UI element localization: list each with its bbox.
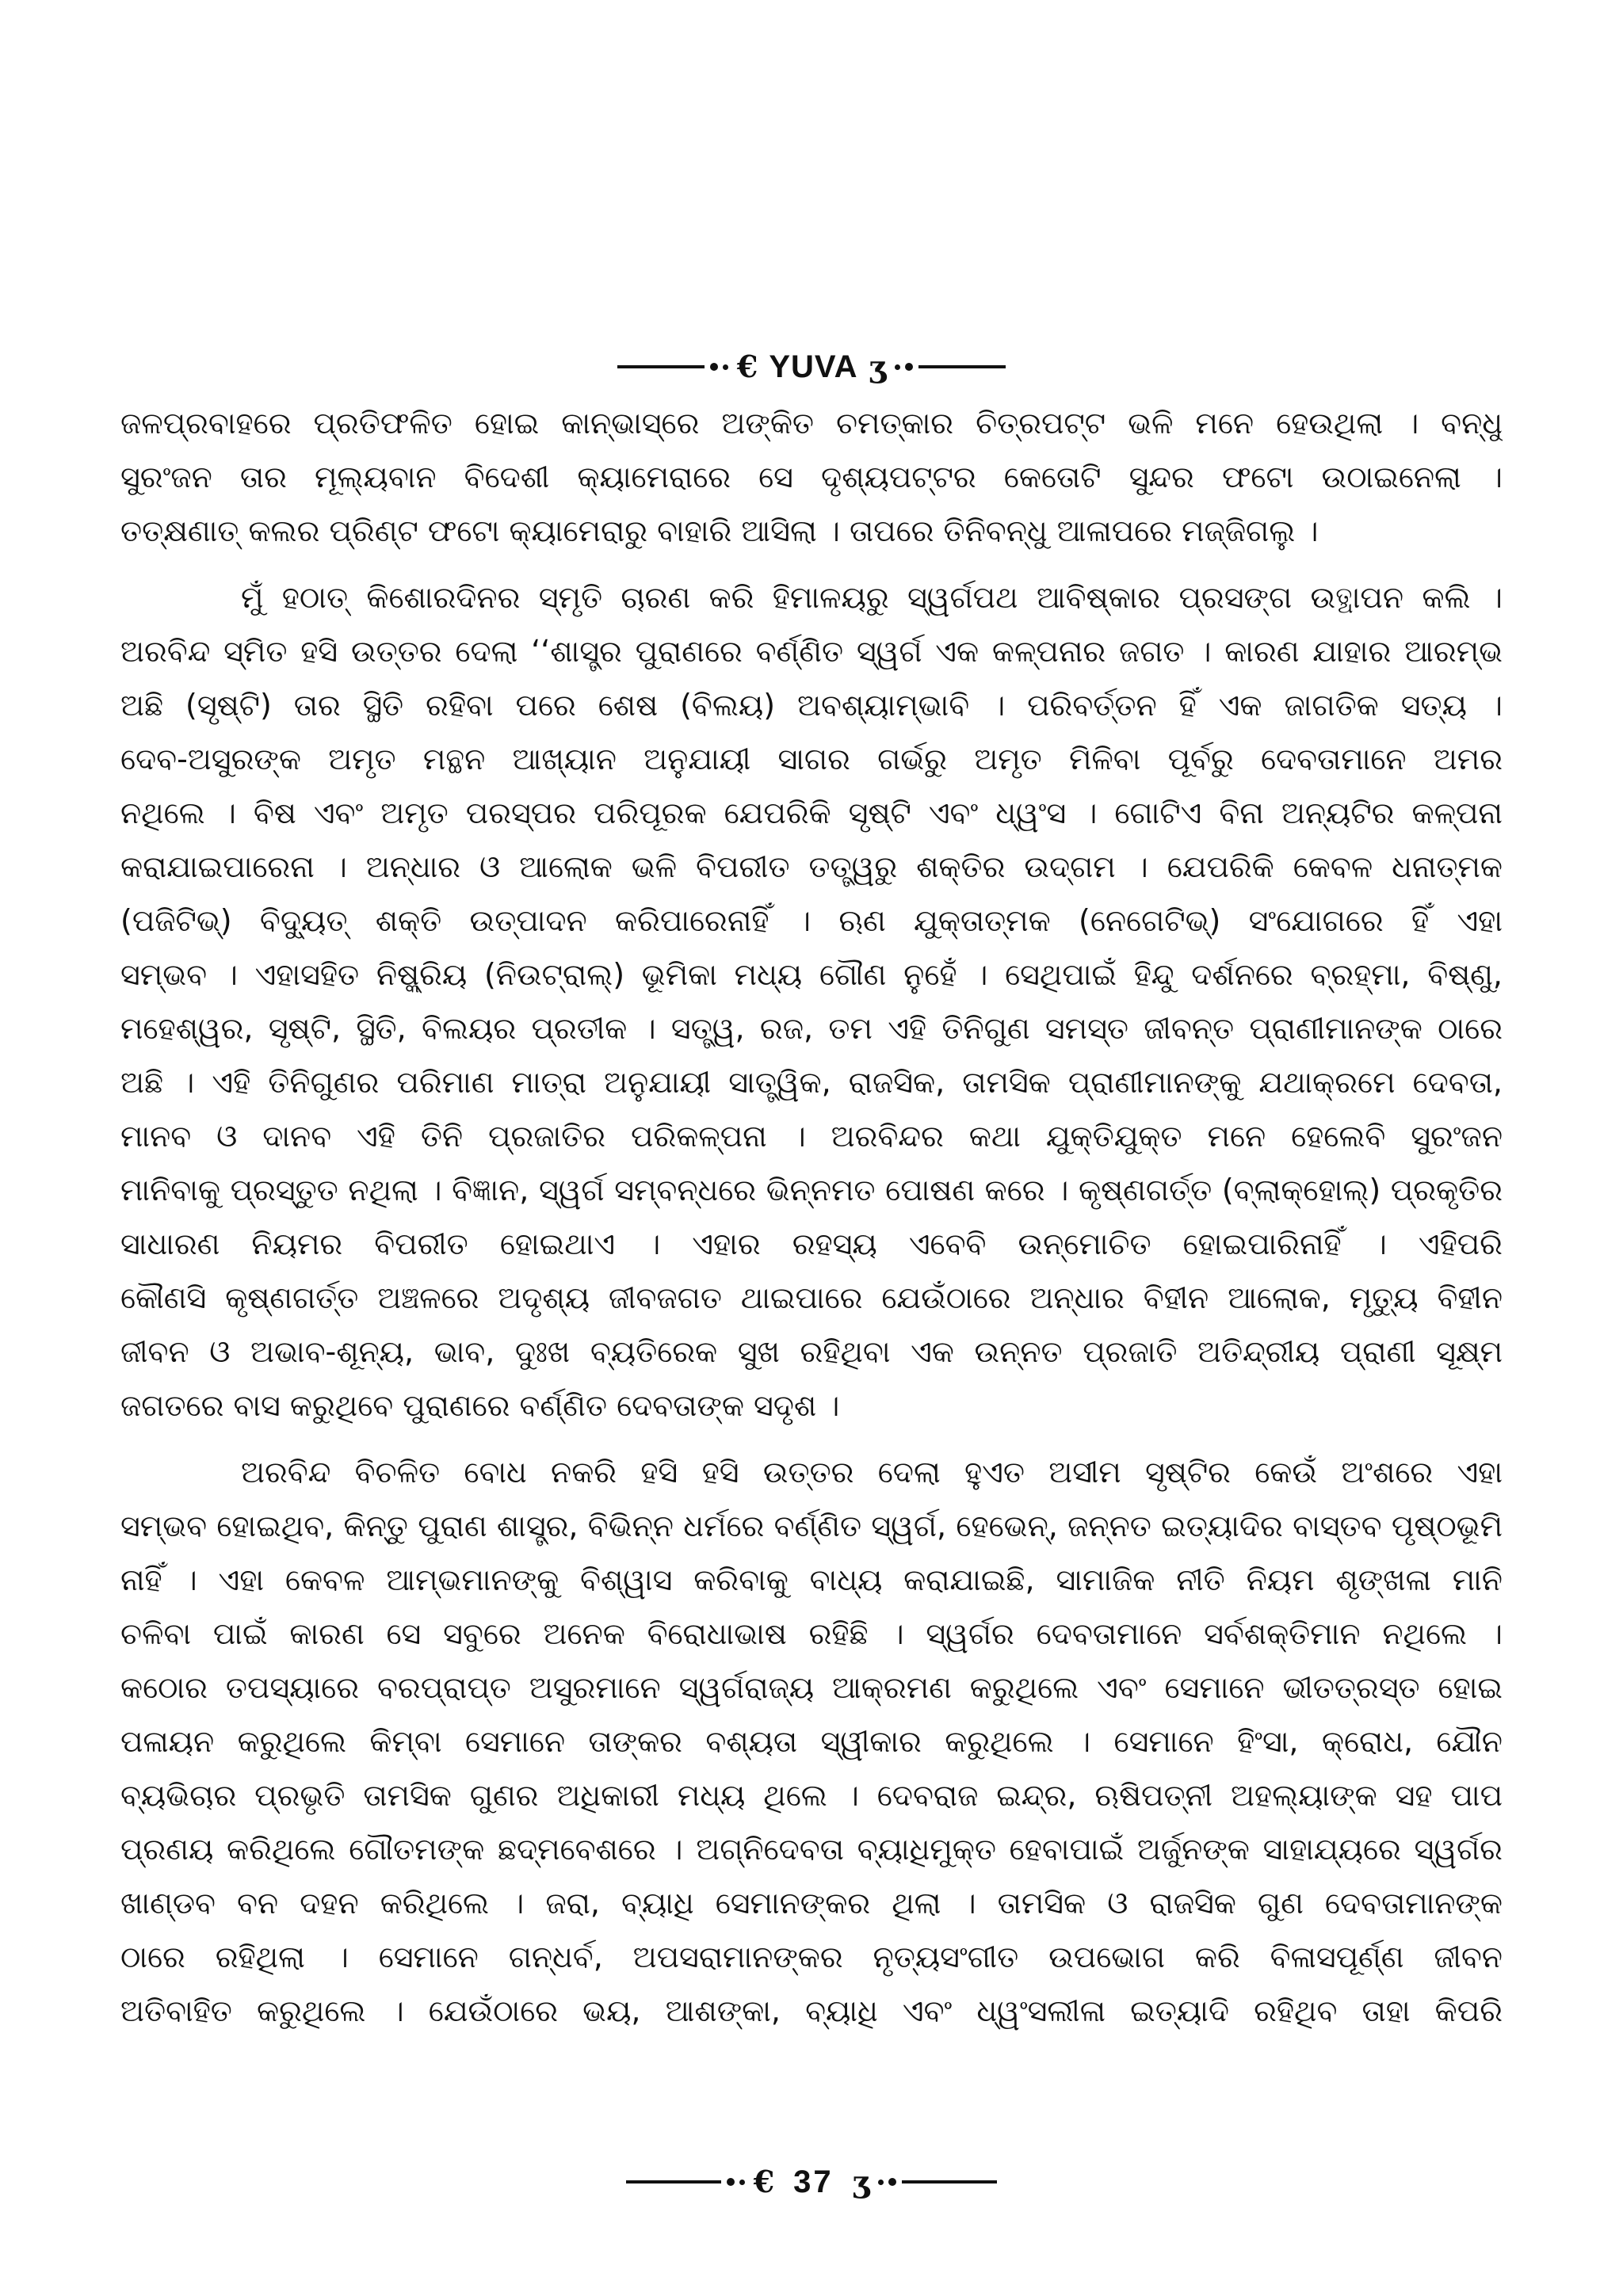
footer-right-dots <box>876 2178 899 2186</box>
paragraph <box>120 570 1503 1432</box>
text-line: (ପଜିଟିଭ୍) ବିଦ୍ୟୁତ୍ ଶକ୍ତି ଉତ୍ପାଦନ କରିପାରେନାହିଁ । ଋଣ ଯୁକ୍ତାତ୍ମକ (ନେଗେଟିଭ୍) ସଂଯୋଗରେ ହିଁ ଏହା <box>120 903 1503 938</box>
running-header <box>0 347 1623 387</box>
header-left-dots <box>708 363 731 371</box>
ornament-curl-icon: ʒ <box>852 2164 870 2199</box>
ornament-dot <box>878 2180 884 2185</box>
text-line: ଅରବିନ୍ଦ ବିଚଳିତ ବୋଧ ନକରି ହସି ହସି ଉତ୍ତର ଦେଲା ହୁଏତ ଅସୀମ ସୃଷ୍ଟିର କେଉଁ ଅଂଶରେ ଏହା <box>241 1455 1503 1489</box>
ornament-curl-icon: ʒ <box>869 349 887 384</box>
text-line: ସମ୍ଭବ । ଏହାସହିତ ନିଷ୍କ୍ରିୟ (ନିଉଟ୍ରାଲ୍) ଭୂମିକା ମଧ୍ୟ ଗୌଣ ନୁହେଁ । ସେଥିପାଇଁ ହିନ୍ଦୁ ଦର୍ଶନରେ ବ୍ରହ୍ମା, ବିଷ୍ଣୁ, <box>120 957 1503 992</box>
text-line: କୌଣସି କୃଷ୍ଣଗର୍ତ୍ତ ଅଞ୍ଚଳରେ ଅଦୃଶ୍ୟ ଜୀବଜଗତ ଥାଇପାରେ ଯେଉଁଠାରେ ଅନ୍ଧାର ବିହୀନ ଆଲୋକ, ମୃତ୍ୟୁ ବିହୀନ <box>120 1280 1503 1315</box>
footer-right-ornament <box>850 2164 998 2199</box>
text-line: ପଳାୟନ କରୁଥିଲେ କିମ୍ବା ସେମାନେ ତାଙ୍କର ବଶ୍ୟତା ସ୍ୱୀକାର କରୁଥିଲେ । ସେମାନେ ହିଂସା, କ୍ରୋଧ, ଯୌନ <box>120 1724 1503 1759</box>
text-line: ମାନିବାକୁ ପ୍ରସ୍ତୁତ ନଥିଲା । ବିଜ୍ଞାନ, ସ୍ୱର୍ଗ ସମ୍ବନ୍ଧରେ ଭିନ୍ନମତ ପୋଷଣ କରେ । କୃଷ୍ଣଗର୍ତ୍ତ (ବ୍ଲାକ୍‌ହୋଲ୍) ପ୍ରକୃତିର <box>120 1173 1503 1207</box>
text-line: ଖାଣ୍ଡବ ବନ ଦହନ କରିଥିଲେ । ଜରା, ବ୍ୟାଧି ସେମାନଙ୍କର ଥିଲା । ତାମସିକ ଓ ରାଜସିକ ଗୁଣ ଦେବତାମାନଙ୍କ <box>120 1886 1503 1920</box>
text-line: ଅତିବାହିତ କରୁଥିଲେ । ଯେଉଁଠାରେ ଭୟ, ଆଶଙ୍କା, ବ୍ୟାଧି ଏବଂ ଧ୍ୱଂସଲୀଳା ଇତ୍ୟାଦି ରହିଥିବ ତାହା କିପରି <box>120 1993 1503 2028</box>
header-left-ornament <box>617 349 761 384</box>
text-line: ମାନବ ଓ ଦାନବ ଏହି ତିନି ପ୍ରଜାତିର ପରିକଳ୍ପନା । ଅରବିନ୍ଦର କଥା ଯୁକ୍ତିଯୁକ୍ତ ମନେ ହେଲେବି ସୁରଂଜନ <box>120 1119 1503 1154</box>
text-line: ନଥିଲେ । ବିଷ ଏବଂ ଅମୃତ ପରସ୍ପର ପରିପୂରକ ଯେପରିକି ସୃଷ୍ଟି ଏବଂ ଧ୍ୱଂସ । ଗୋଟିଏ ବିନା ଅନ୍ୟଟିର କଳ୍ପନା <box>120 795 1503 830</box>
text-line: ଜୀବନ ଓ ଅଭାବ-ଶୂନ୍ୟ, ଭାବ, ଦୁଃଖ ବ୍ୟତିରେକ ସୁଖ ରହିଥିବା ଏକ ଉନ୍ନତ ପ୍ରଜାତି ଅତିନ୍ଦ୍ରୀୟ ପ୍ରାଣୀ ସୂକ୍ଷ୍ମ <box>120 1334 1503 1369</box>
text-line: ନାହିଁ । ଏହା କେବଳ ଆମ୍ଭମାନଙ୍କୁ ବିଶ୍ୱାସ କରିବାକୁ ବାଧ୍ୟ କରାଯାଇଛି, ସାମାଜିକ ନୀତି ନିୟମ ଶୃଙ୍ଖଳା ମାନି <box>120 1562 1503 1597</box>
ornament-curl-icon: € <box>736 349 758 384</box>
ornament-dot <box>739 2180 745 2185</box>
text-line: ଅଛି (ସୃଷ୍ଟି) ତାର ସ୍ଥିତି ରହିବା ପରେ ଶେଷ (ବିଲୟ) ଅବଶ୍ୟାମ୍ଭାବି । ପରିବର୍ତ୍ତନ ହିଁ ଏକ ଜାଗତିକ ସତ୍ୟ । <box>120 688 1503 723</box>
text-line: ଜଳପ୍ରବାହରେ ପ୍ରତିଫଳିତ ହୋଇ କାନ୍‌ଭାସ୍‌ରେ ଅଙ୍କିତ ଚମତ୍କାର ଚିତ୍ରପଟ୍ଟ ଭଳି ମନେ ହେଉଥିଲା । ବନ୍ଧୁ <box>120 406 1503 441</box>
page-number: 37 <box>793 2164 834 2199</box>
text-line: ଦେବ-ଅସୁରଙ୍କ ଅମୃତ ମନ୍ଥନ ଆଖ୍ୟାନ ଅନୁଯାୟୀ ସାଗର ଗର୍ଭରୁ ଅମୃତ ମିଳିବା ପୂର୍ବରୁ ଦେବତାମାନେ ଅମର <box>120 742 1503 776</box>
text-line: ଠାରେ ରହିଥିଲା । ସେମାନେ ଗନ୍ଧର୍ବ, ଅପସରାମାନଙ୍କର ନୃତ୍ୟସଂଗୀତ ଉପଭୋଗ କରି ବିଳାସପୂର୍ଣ୍ଣ ଜୀବନ <box>120 1939 1503 1974</box>
text-line: କଠୋର ତପସ୍ୟାରେ ବରପ୍ରାପ୍ତ ଅସୁରମାନେ ସ୍ୱର୍ଗରାଜ୍ୟ ଆକ୍ରମଣ କରୁଥିଲେ ଏବଂ ସେମାନେ ଭୀତତ୍ରସ୍ତ ହୋଇ <box>120 1670 1503 1705</box>
paragraph <box>120 1445 1503 2038</box>
paragraph-gap <box>120 1432 1503 1445</box>
text-line: ଚଳିବା ପାଇଁ କାରଣ ସେ ସବୁରେ ଅନେକ ବିରୋଧାଭାଷ ରହିଛି । ସ୍ୱର୍ଗର ଦେବତାମାନେ ସର୍ବଶକ୍ତିମାନ ନଥିଲେ । <box>120 1616 1503 1651</box>
footer-right-rule <box>902 2180 997 2183</box>
ornament-curl-icon: € <box>753 2164 775 2199</box>
ornament-dot <box>723 364 728 370</box>
text-line: ମହେଶ୍ୱର, ସୃଷ୍ଟି, ସ୍ଥିତି, ବିଲୟର ପ୍ରତୀକ । ସତ୍ତ୍ୱ, ରଜ, ତମ ଏହି ତିନିଗୁଣ ସମସ୍ତ ଜୀବନ୍ତ ପ୍ରାଣୀମାନଙ୍କ ଠାରେ <box>120 1011 1503 1046</box>
text-line: କରାଯାଇପାରେନା । ଅନ୍ଧାର ଓ ଆଲୋକ ଭଳି ବିପରୀତ ତତ୍ତ୍ୱରୁ ଶକ୍ତିର ଉଦ୍‌ଗମ । ଯେପରିକି କେବଳ ଧନାତ୍ମକ <box>120 849 1503 884</box>
header-right-rule <box>918 365 1006 368</box>
footer-left-dots <box>724 2178 747 2186</box>
footer-left-rule <box>626 2180 721 2183</box>
text-line: ସମ୍ଭବ ହୋଇଥିବ, କିନ୍ତୁ ପୁରାଣ ଶାସ୍ତ୍ର, ବିଭିନ୍ନ ଧର୍ମରେ ବର୍ଣ୍ଣିତ ସ୍ୱର୍ଗ, ହେଭେନ୍, ଜନ୍ନତ ଇତ୍ୟାଦିର ବାସ୍ତବ ପୃଷ୍ଠଭୂମି <box>120 1508 1503 1543</box>
article-body <box>120 396 1503 2038</box>
paragraph <box>120 396 1503 558</box>
ornament-dot <box>905 363 913 371</box>
header-right-ornament <box>866 349 1006 384</box>
footer-left-ornament <box>626 2164 777 2199</box>
header-left-rule <box>617 365 705 368</box>
text-line: ସାଧାରଣ ନିୟମର ବିପରୀତ ହୋଇଥାଏ । ଏହାର ରହସ୍ୟ ଏବେବି ଉନ୍ମୋଚିତ ହୋଇପାରିନାହିଁ । ଏହିପରି <box>120 1226 1503 1261</box>
ornament-dot <box>895 364 900 370</box>
ornament-dot <box>888 2178 896 2186</box>
text-line: ଅଛି । ଏହି ତିନିଗୁଣର ପରିମାଣ ମାତ୍ରା ଅନୁଯାୟୀ ସାତ୍ତ୍ୱିକ, ରାଜସିକ, ତାମସିକ ପ୍ରାଣୀମାନଙ୍କୁ ଯଥାକ୍ରମେ ଦେବତା, <box>120 1065 1503 1100</box>
ornament-dot <box>727 2178 735 2186</box>
ornament-dot <box>710 363 718 371</box>
page-footer <box>0 2158 1623 2206</box>
text-line: ବ୍ୟଭିଚାର ପ୍ରଭୃତି ତାମସିକ ଗୁଣର ଅଧିକାରୀ ମଧ୍ୟ ଥିଲେ । ଦେବରାଜ ଇନ୍ଦ୍ର, ଋଷିପତ୍ନୀ ଅହଲ୍ୟାଙ୍କ ସହ ପାପ <box>120 1778 1503 1813</box>
paragraph-gap <box>120 558 1503 570</box>
text-line: ଅରବିନ୍ଦ ସ୍ମିତ ହସି ଉତ୍ତର ଦେଲା ‘‘ଶାସ୍ତ୍ର ପୁରାଣରେ ବର୍ଣ୍ଣିତ ସ୍ୱର୍ଗ ଏକ କଳ୍ପନାର ଜଗତ । କାରଣ ଯାହାର ଆରମ୍ଭ <box>120 634 1503 669</box>
text-line: ପ୍ରଣୟ କରିଥିଲେ ଗୌତମଙ୍କ ଛଦ୍ମବେଶରେ । ଅଗ୍ନିଦେବତା ବ୍ୟାଧିମୁକ୍ତ ହେବାପାଇଁ ଅର୍ଜୁନଙ୍କ ସାହାଯ୍ୟରେ ସ୍ୱର୍ଗର <box>120 1832 1503 1867</box>
text-line: ସୁରଂଜନ ତାର ମୂଲ୍ୟବାନ ବିଦେଶୀ କ୍ୟାମେରାରେ ସେ ଦୃଶ୍ୟପଟ୍ଟର କେତୋଟି ସୁନ୍ଦର ଫଟୋ ଉଠାଇନେଲା । <box>120 460 1503 494</box>
text-line: ତତ୍‌କ୍ଷଣାତ୍ କଲର ପ୍ରିଣ୍ଟ ଫଟୋ କ୍ୟାମେରାରୁ ବାହାରି ଆସିଲା । ତାପରେ ତିନିବନ୍ଧୁ ଆଳାପରେ ମଜ୍ଜିଗଲୁ । <box>120 513 1319 548</box>
magazine-title: YUVA <box>769 349 858 384</box>
text-line: ମୁଁ ହଠାତ୍ କିଶୋରଦିନର ସ୍ମୃତି ଚାରଣ କରି ହିମାଳୟରୁ ସ୍ୱର୍ଗପଥ ଆବିଷ୍କାର ପ୍ରସଙ୍ଗ ଉତ୍ଥାପନ କଲି । <box>241 580 1503 615</box>
header-right-dots <box>892 363 915 371</box>
text-line: ଜଗତରେ ବାସ କରୁଥିବେ ପୁରାଣରେ ବର୍ଣ୍ଣିତ ଦେବତାଙ୍କ ସଦୃଶ । <box>120 1388 840 1423</box>
